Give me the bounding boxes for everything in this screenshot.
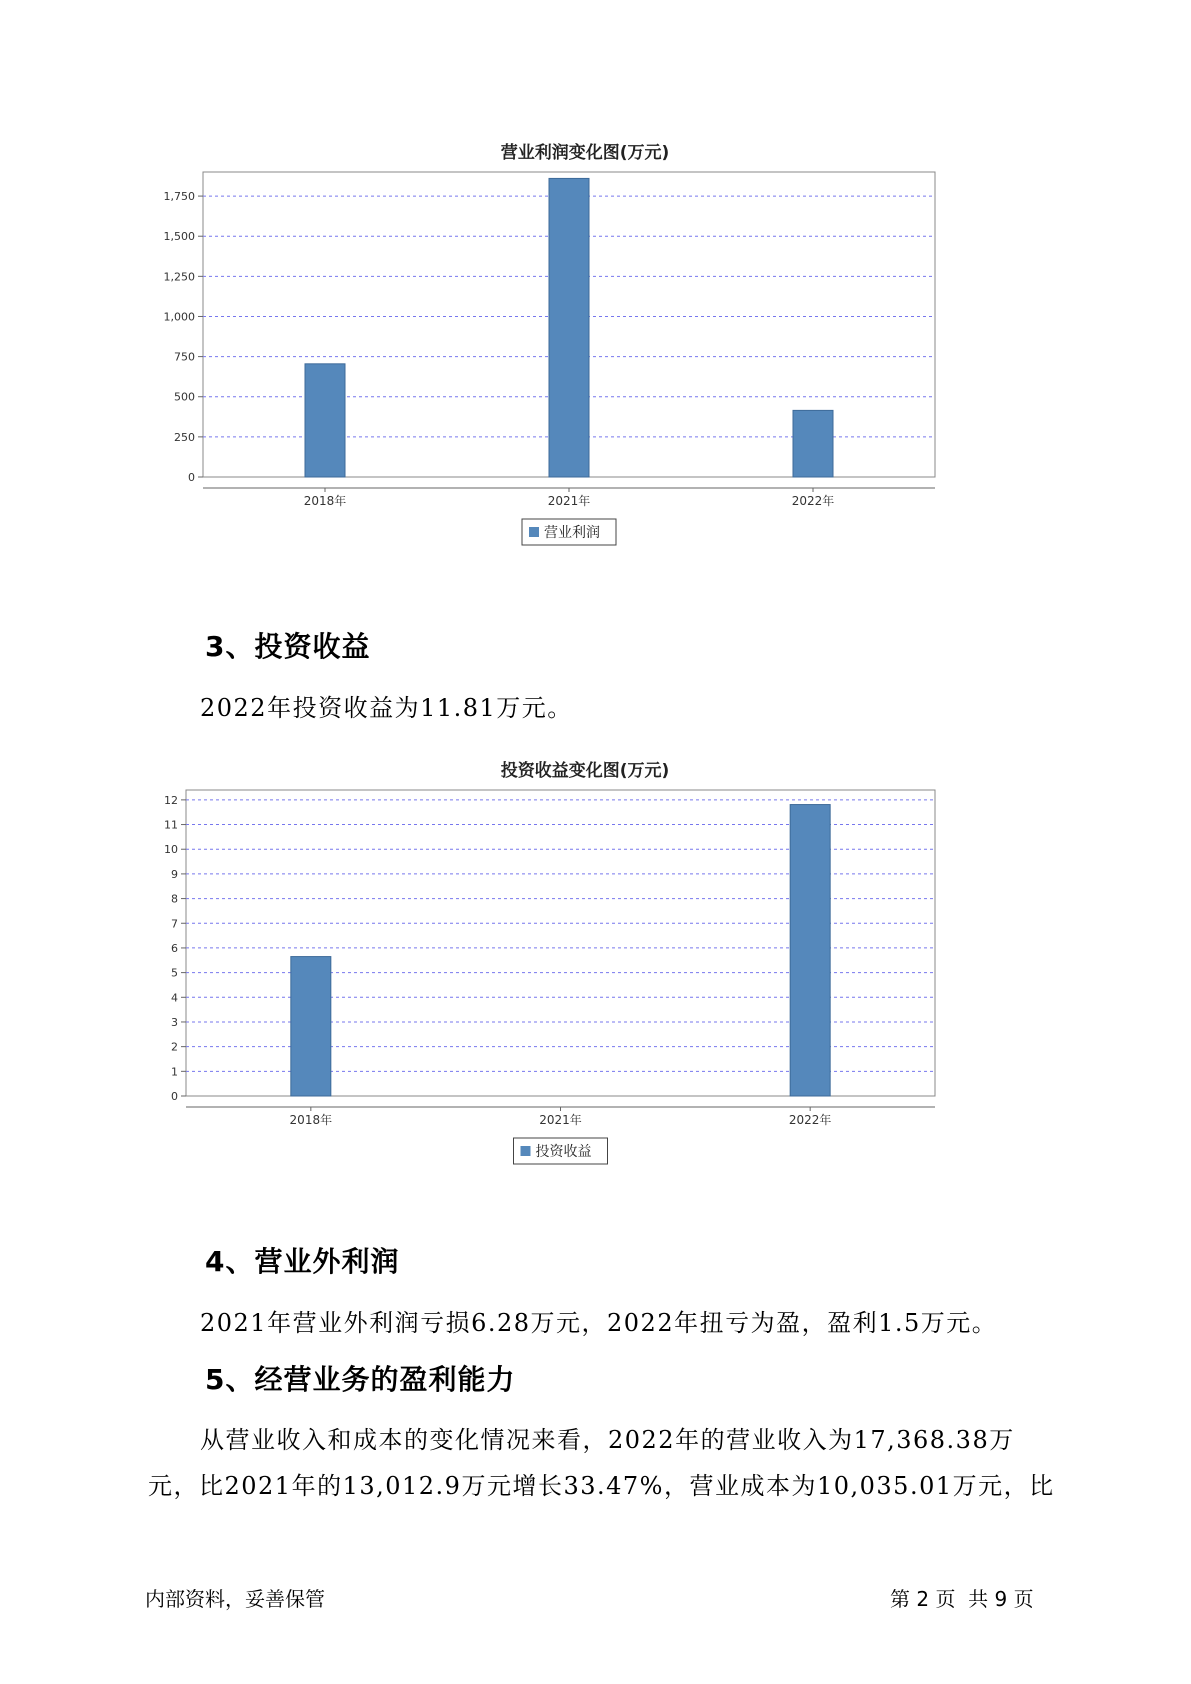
operating-profit-chart: [150, 130, 1020, 590]
y-tick-label: 0: [188, 471, 195, 484]
x-tick-label: 2022年: [788, 1113, 832, 1127]
y-tick-label: 4: [171, 991, 178, 1005]
bar: [549, 178, 589, 477]
section-5-line-2: 元，比2021年的13,012.9万元增长33.47%，营业成本为10,035.01万元，比: [148, 1472, 1055, 1500]
section-5-heading: 5、经营业务的盈利能力: [205, 1363, 516, 1396]
y-tick-label: 11: [164, 818, 178, 832]
chart-title: 营业利润变化图(万元): [500, 143, 670, 163]
bar: [790, 805, 830, 1096]
legend: [522, 519, 616, 545]
bar: [793, 410, 833, 477]
legend-swatch: [521, 1146, 531, 1156]
bar: [305, 364, 345, 477]
bar: [291, 957, 331, 1096]
x-tick-label: 2021年: [539, 1113, 582, 1127]
y-tick-label: 5: [171, 966, 178, 980]
y-tick-label: 1,000: [163, 310, 195, 324]
legend-label: 营业利润: [544, 525, 600, 541]
y-tick-label: 6: [171, 941, 178, 955]
y-tick-label: 9: [171, 867, 178, 881]
section-4-heading: 4、营业外利润: [205, 1245, 400, 1278]
y-tick-label: 250: [174, 430, 195, 444]
y-tick-label: 1: [171, 1065, 178, 1079]
x-tick-label: 2022年: [791, 494, 835, 508]
chart-canvas: [150, 748, 1020, 1208]
legend-label: 投资收益: [535, 1144, 592, 1160]
footer-page-number: 第 2 页 共 9 页: [890, 1587, 1034, 1611]
footer-confidential: 内部资料，妥善保管: [145, 1587, 325, 1611]
investment-income-chart: [150, 748, 1020, 1208]
y-tick-label: 3: [171, 1015, 178, 1029]
y-tick-label: 10: [164, 843, 178, 857]
section-5-line-1: 从营业收入和成本的变化情况来看，2022年的营业收入为17,368.38万: [200, 1426, 1015, 1454]
y-tick-label: 750: [174, 350, 195, 364]
y-tick-label: 500: [174, 390, 195, 404]
legend-swatch: [529, 527, 539, 537]
chart-canvas: [150, 130, 1020, 590]
y-tick-label: 1,250: [163, 270, 195, 284]
section-3-text: 2022年投资收益为11.81万元。: [200, 694, 573, 722]
y-tick-label: 1,500: [163, 230, 195, 244]
y-tick-label: 7: [171, 917, 178, 931]
legend: [514, 1138, 608, 1164]
y-tick-label: 1,750: [163, 190, 195, 204]
x-tick-label: 2018年: [289, 1113, 333, 1127]
x-tick-label: 2018年: [303, 494, 347, 508]
y-tick-label: 12: [164, 793, 178, 807]
y-tick-label: 0: [171, 1090, 178, 1103]
section-4-text: 2021年营业外利润亏损6.28万元，2022年扭亏为盈，盈利1.5万元。: [200, 1309, 998, 1337]
chart-title: 投资收益变化图(万元): [500, 761, 670, 781]
y-tick-label: 2: [171, 1040, 178, 1054]
y-tick-label: 8: [171, 892, 178, 906]
section-3-heading: 3、投资收益: [205, 630, 371, 663]
x-tick-label: 2021年: [547, 494, 591, 508]
